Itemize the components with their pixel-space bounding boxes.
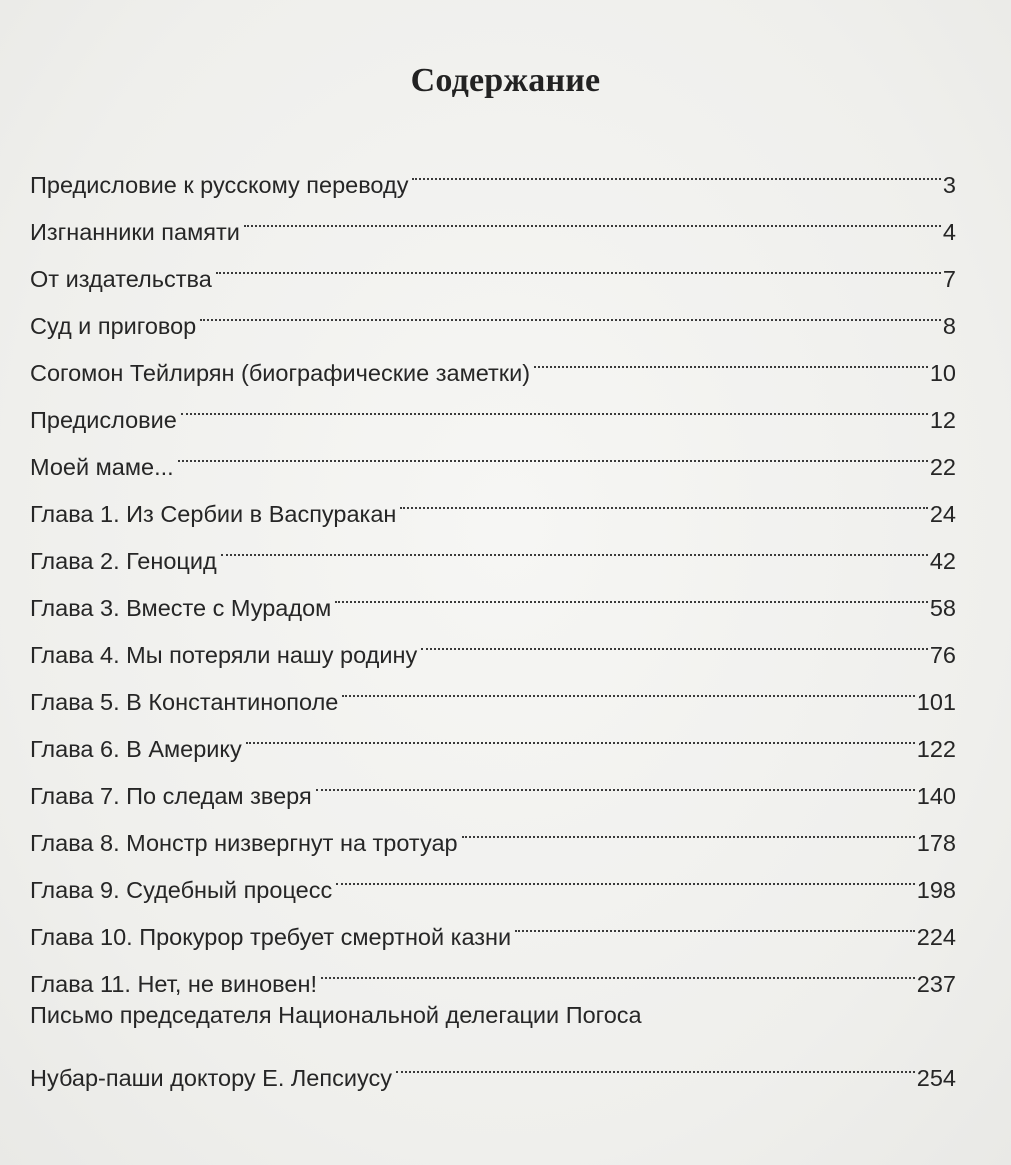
toc-entry — [30, 898, 956, 950]
dot-leader — [400, 475, 927, 522]
dot-leader — [342, 663, 914, 710]
toc-entry — [30, 1039, 956, 1091]
toc-page-number: 76 — [929, 642, 956, 668]
toc-page-number: 7 — [942, 266, 956, 292]
toc-entry-title: Глава 9. Судебный процесс — [30, 877, 333, 903]
toc-entry — [30, 146, 956, 198]
dot-leader — [216, 240, 941, 287]
toc-page-number: 4 — [942, 219, 956, 245]
toc-entry-title: Глава 11. Нет, не виновен! — [30, 971, 317, 997]
toc-page-number: 178 — [916, 830, 956, 856]
dot-leader — [246, 710, 915, 757]
toc-entry-title: Предисловие — [30, 407, 177, 433]
dot-leader — [321, 945, 915, 992]
dot-leader — [412, 146, 940, 193]
toc-page-number: 3 — [942, 172, 956, 198]
toc-page-number: 122 — [916, 736, 956, 762]
toc-entry — [30, 616, 956, 668]
toc-page-number: 10 — [929, 360, 956, 386]
toc-entry-title: Суд и приговор — [30, 313, 197, 339]
dot-leader — [181, 381, 928, 428]
dot-leader — [336, 851, 915, 898]
toc-entry — [30, 757, 956, 809]
toc-entry — [30, 475, 956, 527]
toc-entry — [30, 193, 956, 245]
toc-entry-title: Нубар-паши доктору Е. Лепсиусу — [30, 1065, 392, 1091]
dot-leader — [396, 1039, 915, 1086]
toc-page-number: 254 — [916, 1065, 956, 1091]
dot-leader — [534, 334, 928, 381]
toc-entry-title: Глава 6. В Америку — [30, 736, 242, 762]
toc-entry-title: Глава 2. Геноцид — [30, 548, 217, 574]
toc-entry-title: От издательства — [30, 266, 212, 292]
toc-entry-title: Изгнанники памяти — [30, 219, 240, 245]
toc-entry — [30, 287, 956, 339]
toc-entry-title: Глава 3. Вместе с Мурадом — [30, 595, 332, 621]
toc-entry-title: Письмо председателя Национальной делегации Погоса — [30, 1002, 642, 1028]
dot-leader — [462, 804, 915, 851]
toc-entry-title: Моей маме... — [30, 454, 174, 480]
toc-page-number: 198 — [916, 877, 956, 903]
toc-entry — [30, 334, 956, 386]
dot-leader — [244, 193, 941, 240]
toc-entry — [30, 381, 956, 433]
dot-leader — [335, 569, 928, 616]
toc-entry — [30, 240, 956, 292]
toc-page-number: 12 — [929, 407, 956, 433]
toc-page-number: 224 — [916, 924, 956, 950]
toc-entry — [30, 522, 956, 574]
toc-entry — [30, 569, 956, 621]
toc-page-number: 24 — [929, 501, 956, 527]
toc-entry — [30, 851, 956, 903]
toc-entry-title: Глава 4. Мы потеряли нашу родину — [30, 642, 418, 668]
toc-entry — [30, 945, 956, 997]
dot-leader — [178, 428, 928, 475]
table-of-contents — [30, 146, 956, 1091]
toc-page-number: 42 — [929, 548, 956, 574]
toc-entry — [30, 428, 956, 480]
toc-entry-title: Предисловие к русскому переводу — [30, 172, 409, 198]
toc-entry — [30, 710, 956, 762]
toc-page-number: 237 — [916, 971, 956, 997]
toc-entry — [30, 663, 956, 715]
toc-page-number: 22 — [929, 454, 956, 480]
toc-page-number: 58 — [929, 595, 956, 621]
toc-entry-title: Глава 7. По следам зверя — [30, 783, 312, 809]
dot-leader — [421, 616, 928, 663]
toc-entry-title: Согомон Тейлирян (биографические заметки) — [30, 360, 531, 386]
toc-page-number: 101 — [916, 689, 956, 715]
dot-leader — [221, 522, 928, 569]
page-title: Содержание — [410, 62, 601, 99]
toc-page-number: 140 — [916, 783, 956, 809]
toc-entry-title: Глава 1. Из Сербии в Васпуракан — [30, 501, 397, 527]
dot-leader — [316, 757, 915, 804]
toc-entry-title: Глава 8. Монстр низвергнут на тротуар — [30, 830, 458, 856]
toc-entry — [30, 804, 956, 856]
dot-leader — [200, 287, 941, 334]
toc-entry-title: Глава 5. В Константинополе — [30, 689, 339, 715]
toc-entry — [30, 992, 956, 1039]
toc-entry-title: Глава 10. Прокурор требует смертной казни — [30, 924, 512, 950]
toc-page-number: 8 — [942, 313, 956, 339]
dot-leader — [515, 898, 915, 945]
